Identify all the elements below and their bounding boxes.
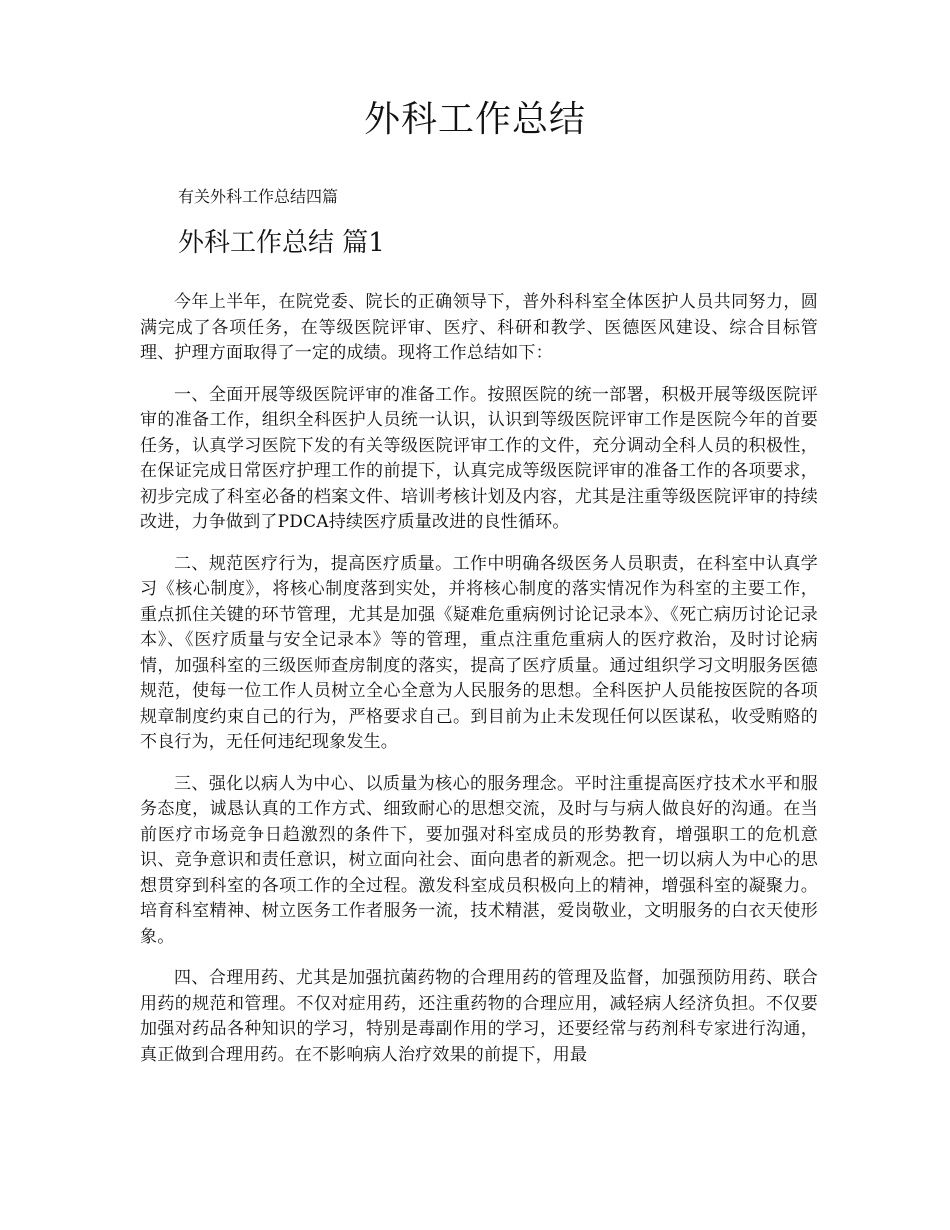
paragraph-point-2: 二、规范医疗行为，提高医疗质量。工作中明确各级医务人员职责，在科室中认真学习《核心制度》，将核心制度落到实处，并将核心制度的落实情况作为科室的主要工作，重点抓住关键的环节管理，尤其是加强《疑难危重病例讨论记录本》、《死亡病历讨论记录本》、《医疗质量与安全记录本》等的管理，重点注重危重病人的医疗救治，及时讨论病情，加强科室的三级医师查房制度的落实，提高了医疗质量。通过组织学习文明服务医德规范，使每一位工作人员树立全心全意为人民服务的思想。全科医护人员能按医院的各项规章制度约束自己的行为，严格要求自己。到目前为止未发现任何以医谋私，收受贿赂的不良行为，无任何违纪现象发生。 xyxy=(140,553,818,752)
section-heading: 外科工作总结 篇1 xyxy=(178,228,385,258)
document-subtitle: 有关外科工作总结四篇 xyxy=(178,187,339,206)
paragraph-point-4: 四、合理用药、尤其是加强抗菌药物的合理用药的管理及监督，加强预防用药、联合用药的规范和管理。不仅对症用药，还注重药物的合理应用，减轻病人经济负担。不仅要加强对药品各种知识的学习，特别是毒副作用的学习，还要经常与药剂科专家进行沟通，真正做到合理用药。在不影响病人治疗效果的前提下，用最 xyxy=(140,968,818,1065)
paragraph-point-1: 一、全面开展等级医院评审的准备工作。按照医院的统一部署，积极开展等级医院评审的准备工作，组织全科医护人员统一认识，认识到等级医院评审工作是医院今年的首要任务，认真学习医院下发的有关等级医院评审工作的文件，充分调动全科人员的积极性，在保证完成日常医疗护理工作的前提下，认真完成等级医院评审的准备工作的各项要求，初步完成了科室必备的档案文件、培训考核计划及内容，尤其是注重等级医院评审的持续改进，力争做到了PDCA持续医疗质量改进的良性循环。 xyxy=(140,384,818,532)
document-body xyxy=(140,290,818,1084)
document-title: 外科工作总结 xyxy=(363,99,586,140)
paragraph-intro: 今年上半年，在院党委、院长的正确领导下，普外科科室全体医护人员共同努力，圆满完成了各项任务，在等级医院评审、医疗、科研和教学、医德医风建设、综合目标管理、护理方面取得了一定的成绩。现将工作总结如下： xyxy=(140,292,818,363)
paragraph-point-3: 三、强化以病人为中心、以质量为核心的服务理念。平时注重提高医疗技术水平和服务态度，诚恳认真的工作方式、细致耐心的思想交流，及时与与病人做良好的沟通。在当前医疗市场竞争日趋激烈的条件下，要加强对科室成员的形势教育，增强职工的危机意识、竞争意识和责任意识，树立面向社会、面向患者的新观念。把一切以病人为中心的思想贯穿到科室的各项工作的全过程。激发科室成员积极向上的精神，增强科室的凝聚力。培育科室精神、树立医务工作者服务一流，技术精湛，爱岗敬业，文明服务的白衣天使形象。 xyxy=(140,773,818,947)
